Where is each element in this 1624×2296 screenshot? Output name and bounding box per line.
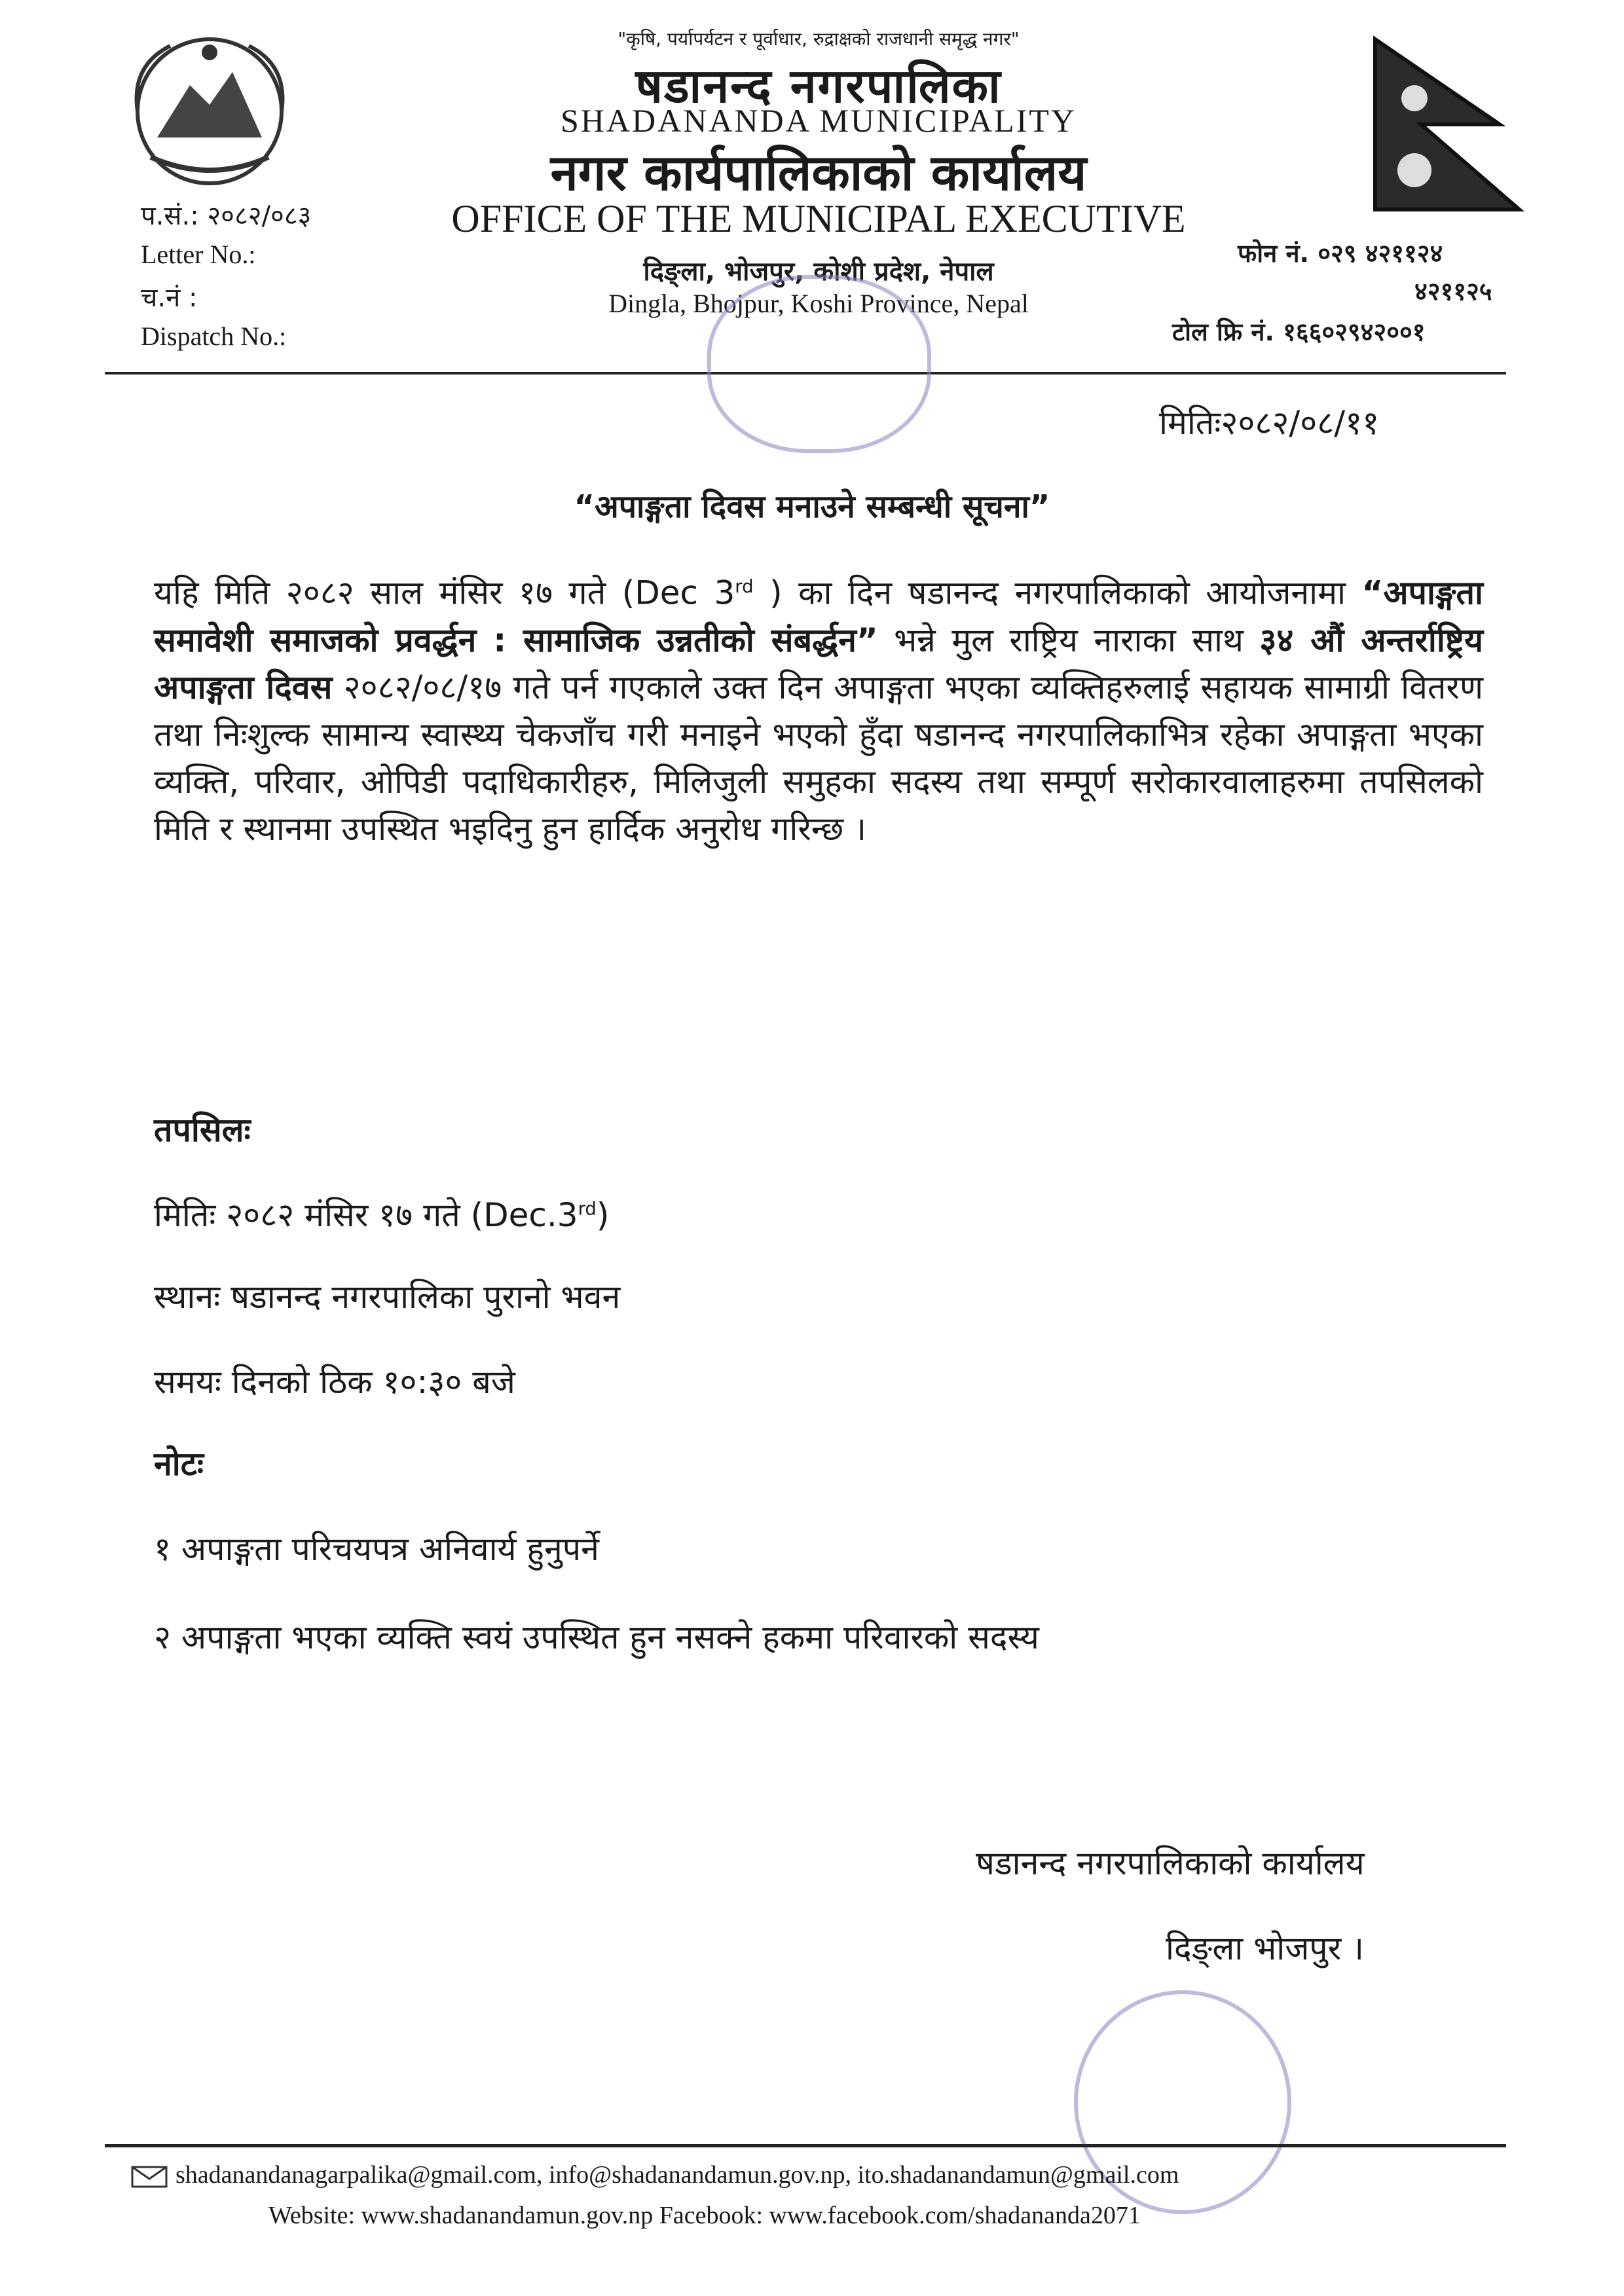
municipality-name-np: षडानन्द नगरपालिका xyxy=(635,58,1002,113)
details-heading: तपसिलः xyxy=(154,1111,251,1149)
footer-website: Website: www.shadanandamun.gov.np Facebook: www.facebook.com/shadananda2071 xyxy=(268,2202,1141,2229)
body-text: यहि मिति २०८२ साल मंसिर १७ गते (Dec 3 xyxy=(154,574,735,612)
note-item: २ अपाङ्गता भएका व्यक्ति स्वयं उपस्थित हुन नसक्ने हकमा परिवारको सदस्य xyxy=(154,1618,1039,1656)
footer-email-text: shadanandanagarpalika@gmail.com, info@shadanandamun.gov.np, ito.shadanandamun@gmail.com xyxy=(175,2161,1179,2189)
footer-divider xyxy=(105,2144,1506,2147)
letter-body xyxy=(154,563,1483,852)
nepal-flag-icon xyxy=(1369,33,1532,216)
nepal-emblem-icon xyxy=(118,26,301,196)
address-np: दिङ्ला, भोजपुर, कोशी प्रदेश, नेपाल xyxy=(643,257,994,287)
event-name: ३४ औं अन्तर्राष्ट्रिय अपाङ्गता दिवस xyxy=(154,621,1483,706)
office-name-np: नगर कार्यपालिकाको कार्यालय xyxy=(550,143,1087,202)
slogan: “अपाङ्गता समावेशी समाजको प्रवर्द्धन : सामाजिक उन्नतीको संबर्द्धन” xyxy=(154,574,1483,659)
body-text: २०८२/०८/१७ गते पर्न गएकाले उक्त दिन अपाङ्गता भएका व्यक्तिहरुलाई सहायक सामाग्री वितरण तथा निःशुल्क सामान्य स्वास्थ्य चेकजाँच गरी मनाइने भएको हुँदा षडानन्द नगरपालिकाभित्र रहेका अपाङ्गता भएका व्यक्ति, परिवार, ओपिडी पदाधिकारीहरु, मिलिजुली समुहका सदस्य तथा सम्पूर्ण सरोकारवालाहरुमा तपसिलको मिति र स्थानमा उपस्थित भइदिनु हुन हार्दिक अनुरोध गरिन्छ । xyxy=(154,668,1483,848)
letter-subject: “अपाङ्गता दिवस मनाउने सम्बन्धी सूचना” xyxy=(574,488,1050,525)
address-en: Dingla, Bhojpur, Koshi Province, Nepal xyxy=(608,289,1029,318)
mail-icon xyxy=(131,2166,168,2188)
note-item: १ अपाङ्गता परिचयपत्र अनिवार्य हुनुपर्ने xyxy=(154,1530,599,1568)
signature-place: दिङ्ला भोजपुर । xyxy=(1166,1929,1364,1967)
body-sup: rd xyxy=(735,576,754,597)
note-heading: नोटः xyxy=(154,1445,204,1483)
fiscal-year: प.सं.: २०८२/०८३ xyxy=(141,201,312,231)
footer-emails xyxy=(131,2160,1179,2189)
office-stamp xyxy=(707,275,931,453)
phone-number-2: ४२११२५ xyxy=(1414,277,1492,306)
phone-number-1: फोन नं. ०२९ ४२११२४ xyxy=(1238,239,1443,268)
dispatch-no-label: Dispatch No.: xyxy=(141,321,287,351)
body-text: भन्ने मुल राष्ट्रिय नाराका साथ xyxy=(877,621,1260,659)
office-name-en: OFFICE OF THE MUNICIPAL EXECUTIVE xyxy=(451,197,1186,240)
event-time: समयः दिनको ठिक १०:३० बजे xyxy=(154,1363,515,1401)
dispatch-no-np: च.नं : xyxy=(141,283,198,313)
event-date xyxy=(154,1192,609,1236)
letter-date: मितिः२०८२/०८/११ xyxy=(1159,404,1380,442)
event-date-text: मितिः २०८२ मंसिर १७ गते (Dec.3 xyxy=(154,1196,578,1234)
event-date-sup: rd xyxy=(578,1198,597,1220)
motto: "कृषि, पर्यापर्यटन र पूर्वाधार, रुद्राक्षको राजधानी समृद्ध नगर" xyxy=(618,28,1020,50)
event-place: स्थानः षडानन्द नगरपालिका पुरानो भवन xyxy=(154,1278,621,1316)
municipality-name-en: SHADANANDA MUNICIPALITY xyxy=(560,102,1077,139)
toll-free-number: टोल फ्रि नं. १६६०२९४२००१ xyxy=(1172,318,1426,346)
signature-office: षडानन्द नगरपालिकाको कार्यालय xyxy=(976,1844,1365,1882)
event-date-end: ) xyxy=(596,1196,610,1234)
body-text: ) का दिन षडानन्द नगरपालिकाको आयोजनामा xyxy=(753,574,1362,612)
letter-no-label: Letter No.: xyxy=(141,240,256,269)
